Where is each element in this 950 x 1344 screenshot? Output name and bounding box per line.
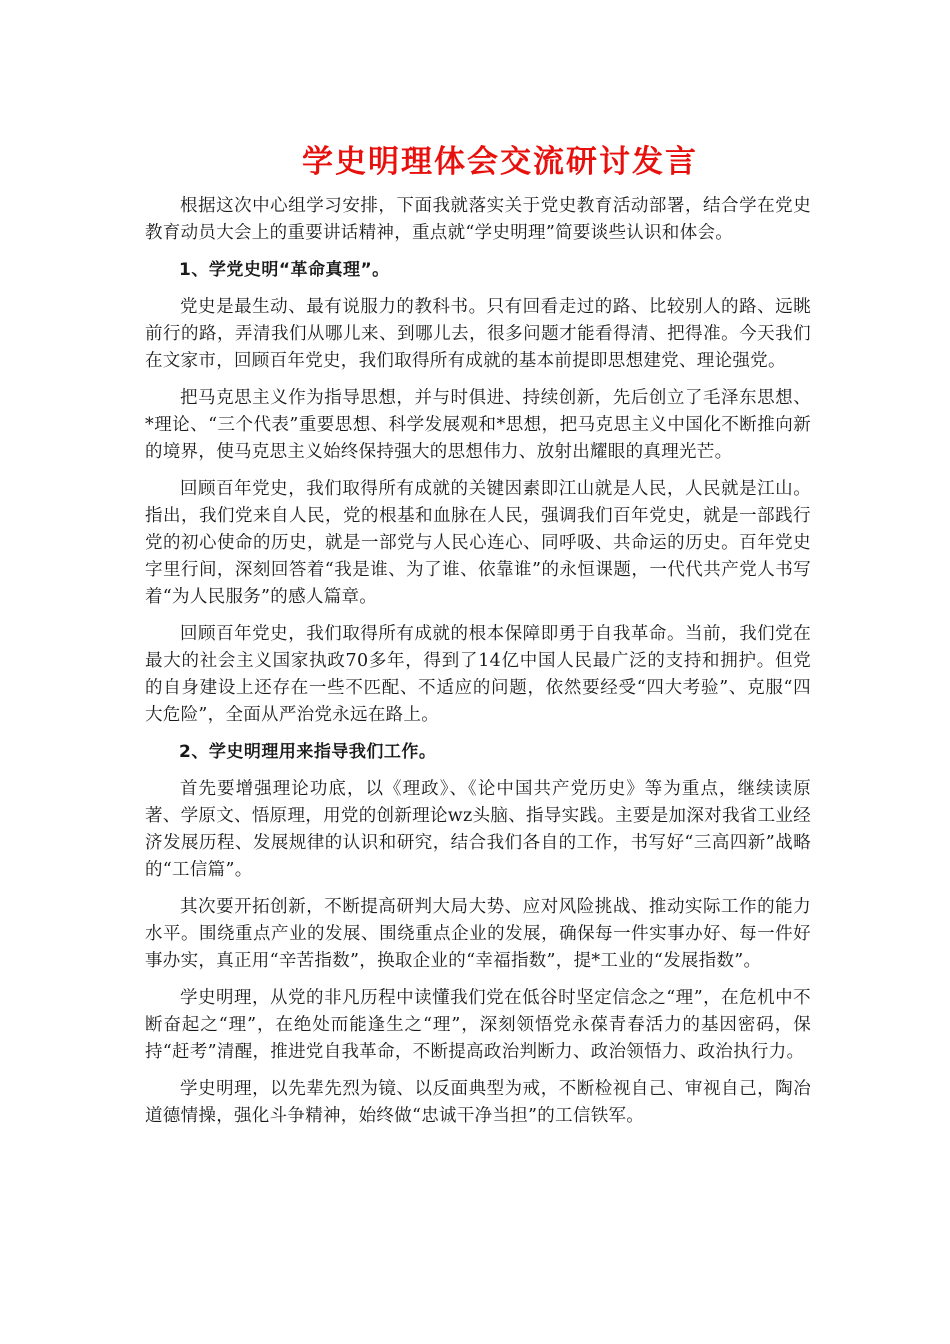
intro-paragraph: 根据这次中心组学习安排，下面我就落实关于党史教育活动部署，结合学在党史教育动员大会上的重要讲话精神，重点就“学史明理”简要谈些认识和体会。 <box>145 196 811 243</box>
body-paragraph: 学史明理，从党的非凡历程中读懂我们党在低谷时坚定信念之“理”，在危机中不断奋起之“理”，在绝处而能逢生之“理”，深刻领悟党永葆青春活力的基因密码，保持“赶考”清醒，推进党自我革命，不断提高政治判断力、政治领悟力、政治执行力。 <box>145 988 811 1062</box>
body-paragraph: 其次要开拓创新，不断提高研判大局大势、应对风险挑战、推动实际工作的能力水平。围绕重点产业的发展、围绕重点企业的发展，确保每一件实事办好、每一件好事办实，真正用“辛苦指数”，换取企业的“幸福指数”，提*工业的“发展指数”。 <box>145 897 811 971</box>
document-body <box>145 193 811 1140</box>
body-paragraph: 首先要增强理论功底，以《理政》、《论中国共产党历史》等为重点，继续读原著、学原文、悟原理，用党的创新理论wz头脑、指导实践。主要是加深对我省工业经济发展历程、发展规律的认识和研究，结合我们各自的工作，书写好“三高四新”战略的“工信篇”。 <box>145 779 811 880</box>
body-paragraph: 学史明理，以先辈先烈为镜、以反面典型为戒，不断检视自己、审视自己，陶冶道德情操，强化斗争精神，始终做“忠诚干净当担”的工信铁军。 <box>145 1079 811 1126</box>
body-paragraph: 党史是最生动、最有说服力的教科书。只有回看走过的路、比较别人的路、远眺前行的路，弄清我们从哪儿来、到哪儿去，很多问题才能看得清、把得准。今天我们在文家市，回顾百年党史，我们取得所有成就的基本前提即思想建党、理论强党。 <box>145 297 811 371</box>
section-heading-1: 1、学党史明“革命真理”。 <box>179 260 390 280</box>
body-paragraph: 把马克思主义作为指导思想，并与时俱进、持续创新，先后创立了毛泽东思想、*理论、“三个代表”重要思想、科学发展观和*思想，把马克思主义中国化不断推向新的境界，使马克思主义始终保持强大的思想伟力、放射出耀眼的真理光芒。 <box>145 388 811 462</box>
body-paragraph: 回顾百年党史，我们取得所有成就的根本保障即勇于自我革命。当前，我们党在最大的社会主义国家执政70多年，得到了14亿中国人民最广泛的支持和拥护。但党的自身建设上还存在一些不匹配、不适应的问题，依然要经受“四大考验”、克服“四大危险”，全面从严治党永远在路上。 <box>145 624 811 725</box>
document-title: 学史明理体会交流研讨发言 <box>302 144 698 180</box>
body-paragraph: 回顾百年党史，我们取得所有成就的关键因素即江山就是人民，人民就是江山。指出，我们党来自人民，党的根基和血脉在人民，强调我们百年党史，就是一部践行党的初心使命的历史，就是一部党与人民心连心、同呼吸、共命运的历史。百年党史字里行间，深刻回答着“我是谁、为了谁、依靠谁”的永恒课题，一代代共产党人书写着“为人民服务”的感人篇章。 <box>145 479 811 607</box>
section-heading-2: 2、学史明理用来指导我们工作。 <box>179 742 437 762</box>
